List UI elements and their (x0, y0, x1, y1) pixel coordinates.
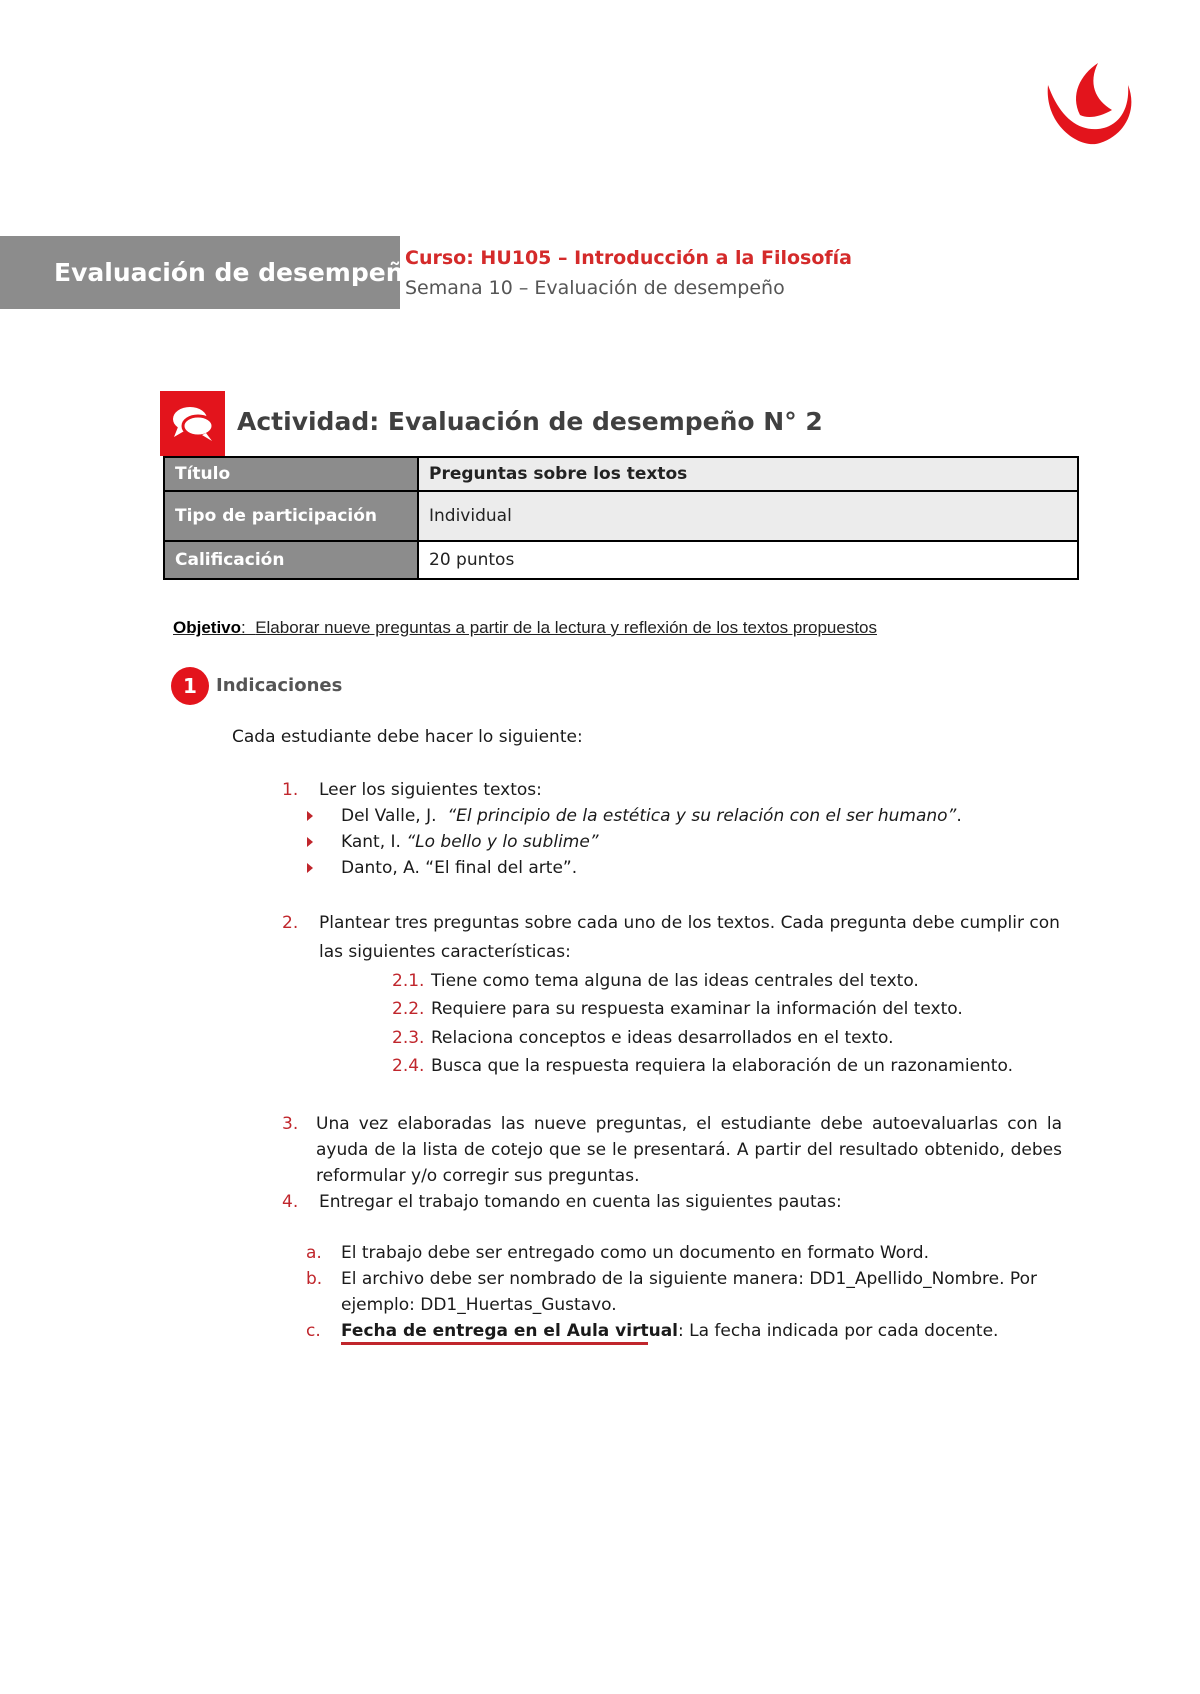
university-logo (1040, 55, 1140, 155)
objective: Objetivo: Elaborar nueve preguntas a partir de la lectura y reflexión de los textos propuestos (173, 618, 877, 637)
reading-work: “El principio de la estética y su relación con el ser humano” (447, 806, 957, 826)
table-row (164, 541, 1078, 579)
substep-number: 2.3. (392, 1028, 425, 1048)
section-title: Indicaciones (216, 675, 343, 696)
step-text-line: Una vez elaboradas las nueve preguntas, el estudiante debe autoevaluarlas con la (316, 1114, 1062, 1134)
item-letter: a. (306, 1243, 322, 1263)
reading-author: Danto, A. (341, 858, 420, 878)
chat-bubble-icon (160, 391, 225, 456)
header-band-title: Evaluación de desempeño (54, 258, 421, 287)
item-letter: b. (306, 1269, 323, 1289)
item-text-line: ejemplo: DD1_Huertas_Gustavo. (341, 1295, 617, 1315)
activity-title: Actividad: Evaluación de desempeño N° 2 (237, 407, 823, 436)
step-text-line: reformular y/o corregir sus preguntas. (316, 1166, 640, 1186)
deadline-text: : La fecha indicada por cada docente. (678, 1321, 999, 1341)
bullet-icon (307, 837, 313, 847)
substep-number: 2.4. (392, 1056, 425, 1076)
reading-author: Kant, I. (341, 832, 401, 852)
substep-number: 2.1. (392, 971, 425, 991)
step-text-line: las siguientes características: (319, 942, 571, 962)
step-text-line: Plantear tres preguntas sobre cada uno de los textos. Cada pregunta debe cumplir con (319, 913, 1060, 933)
substep-number: 2.2. (392, 999, 425, 1019)
step-number: 4. (282, 1192, 299, 1212)
substep-text: Busca que la respuesta requiera la elaboración de un razonamiento. (431, 1056, 1013, 1076)
week-subtitle: Semana 10 – Evaluación de desempeño (405, 277, 785, 299)
section-number-badge: 1 (171, 667, 209, 705)
substep-text: Requiere para su respuesta examinar la información del texto. (431, 999, 963, 1019)
substep-text: Tiene como tema alguna de las ideas centrales del texto. (431, 971, 919, 991)
section-intro: Cada estudiante debe hacer lo siguiente: (232, 727, 583, 747)
reading-author: Del Valle, J. (341, 806, 437, 826)
reading-end: . (571, 858, 578, 878)
step-number: 3. (282, 1114, 299, 1134)
deadline-label: Fecha de entrega en el Aula virtual (341, 1321, 678, 1341)
substep-text: Relaciona conceptos e ideas desarrollados en el texto. (431, 1028, 894, 1048)
activity-info-table (163, 456, 1079, 580)
table-row (164, 491, 1078, 541)
objective-label: Objetivo (173, 618, 242, 637)
table-label: Calificación (164, 541, 418, 579)
step-text: Entregar el trabajo tomando en cuenta las siguientes pautas: (319, 1192, 842, 1212)
reading-work: “Lo bello y lo sublime” (406, 832, 599, 852)
table-label: Título (164, 457, 418, 491)
bullet-icon (307, 863, 313, 873)
reading-work: “El final del arte” (425, 858, 572, 878)
reading-item (341, 806, 962, 826)
table-row (164, 457, 1078, 491)
step-text: Leer los siguientes textos: (319, 780, 542, 800)
table-value: 20 puntos (418, 541, 1078, 579)
reading-end: . (956, 806, 962, 826)
reading-item (341, 858, 577, 878)
deadline-underline (341, 1342, 648, 1345)
step-number: 1. (282, 780, 299, 800)
reading-item (341, 832, 599, 852)
step-number: 2. (282, 913, 299, 933)
table-value: Preguntas sobre los textos (418, 457, 1078, 491)
course-title: Curso: HU105 – Introducción a la Filosofía (405, 247, 853, 269)
item-text-line: El archivo debe ser nombrado de la siguiente manera: DD1_Apellido_Nombre. Por (341, 1269, 1037, 1289)
table-label: Tipo de participación (164, 491, 418, 541)
item-letter: c. (306, 1321, 321, 1341)
item-text (341, 1321, 998, 1341)
table-value: Individual (418, 491, 1078, 541)
objective-text: Elaborar nueve preguntas a partir de la lectura y reflexión de los textos propuestos (255, 618, 877, 637)
bullet-icon (307, 811, 313, 821)
step-text-line: ayuda de la lista de cotejo que se le presentará. A partir del resultado obtenido, debes (316, 1140, 1062, 1160)
item-text: El trabajo debe ser entregado como un documento en formato Word. (341, 1243, 929, 1263)
